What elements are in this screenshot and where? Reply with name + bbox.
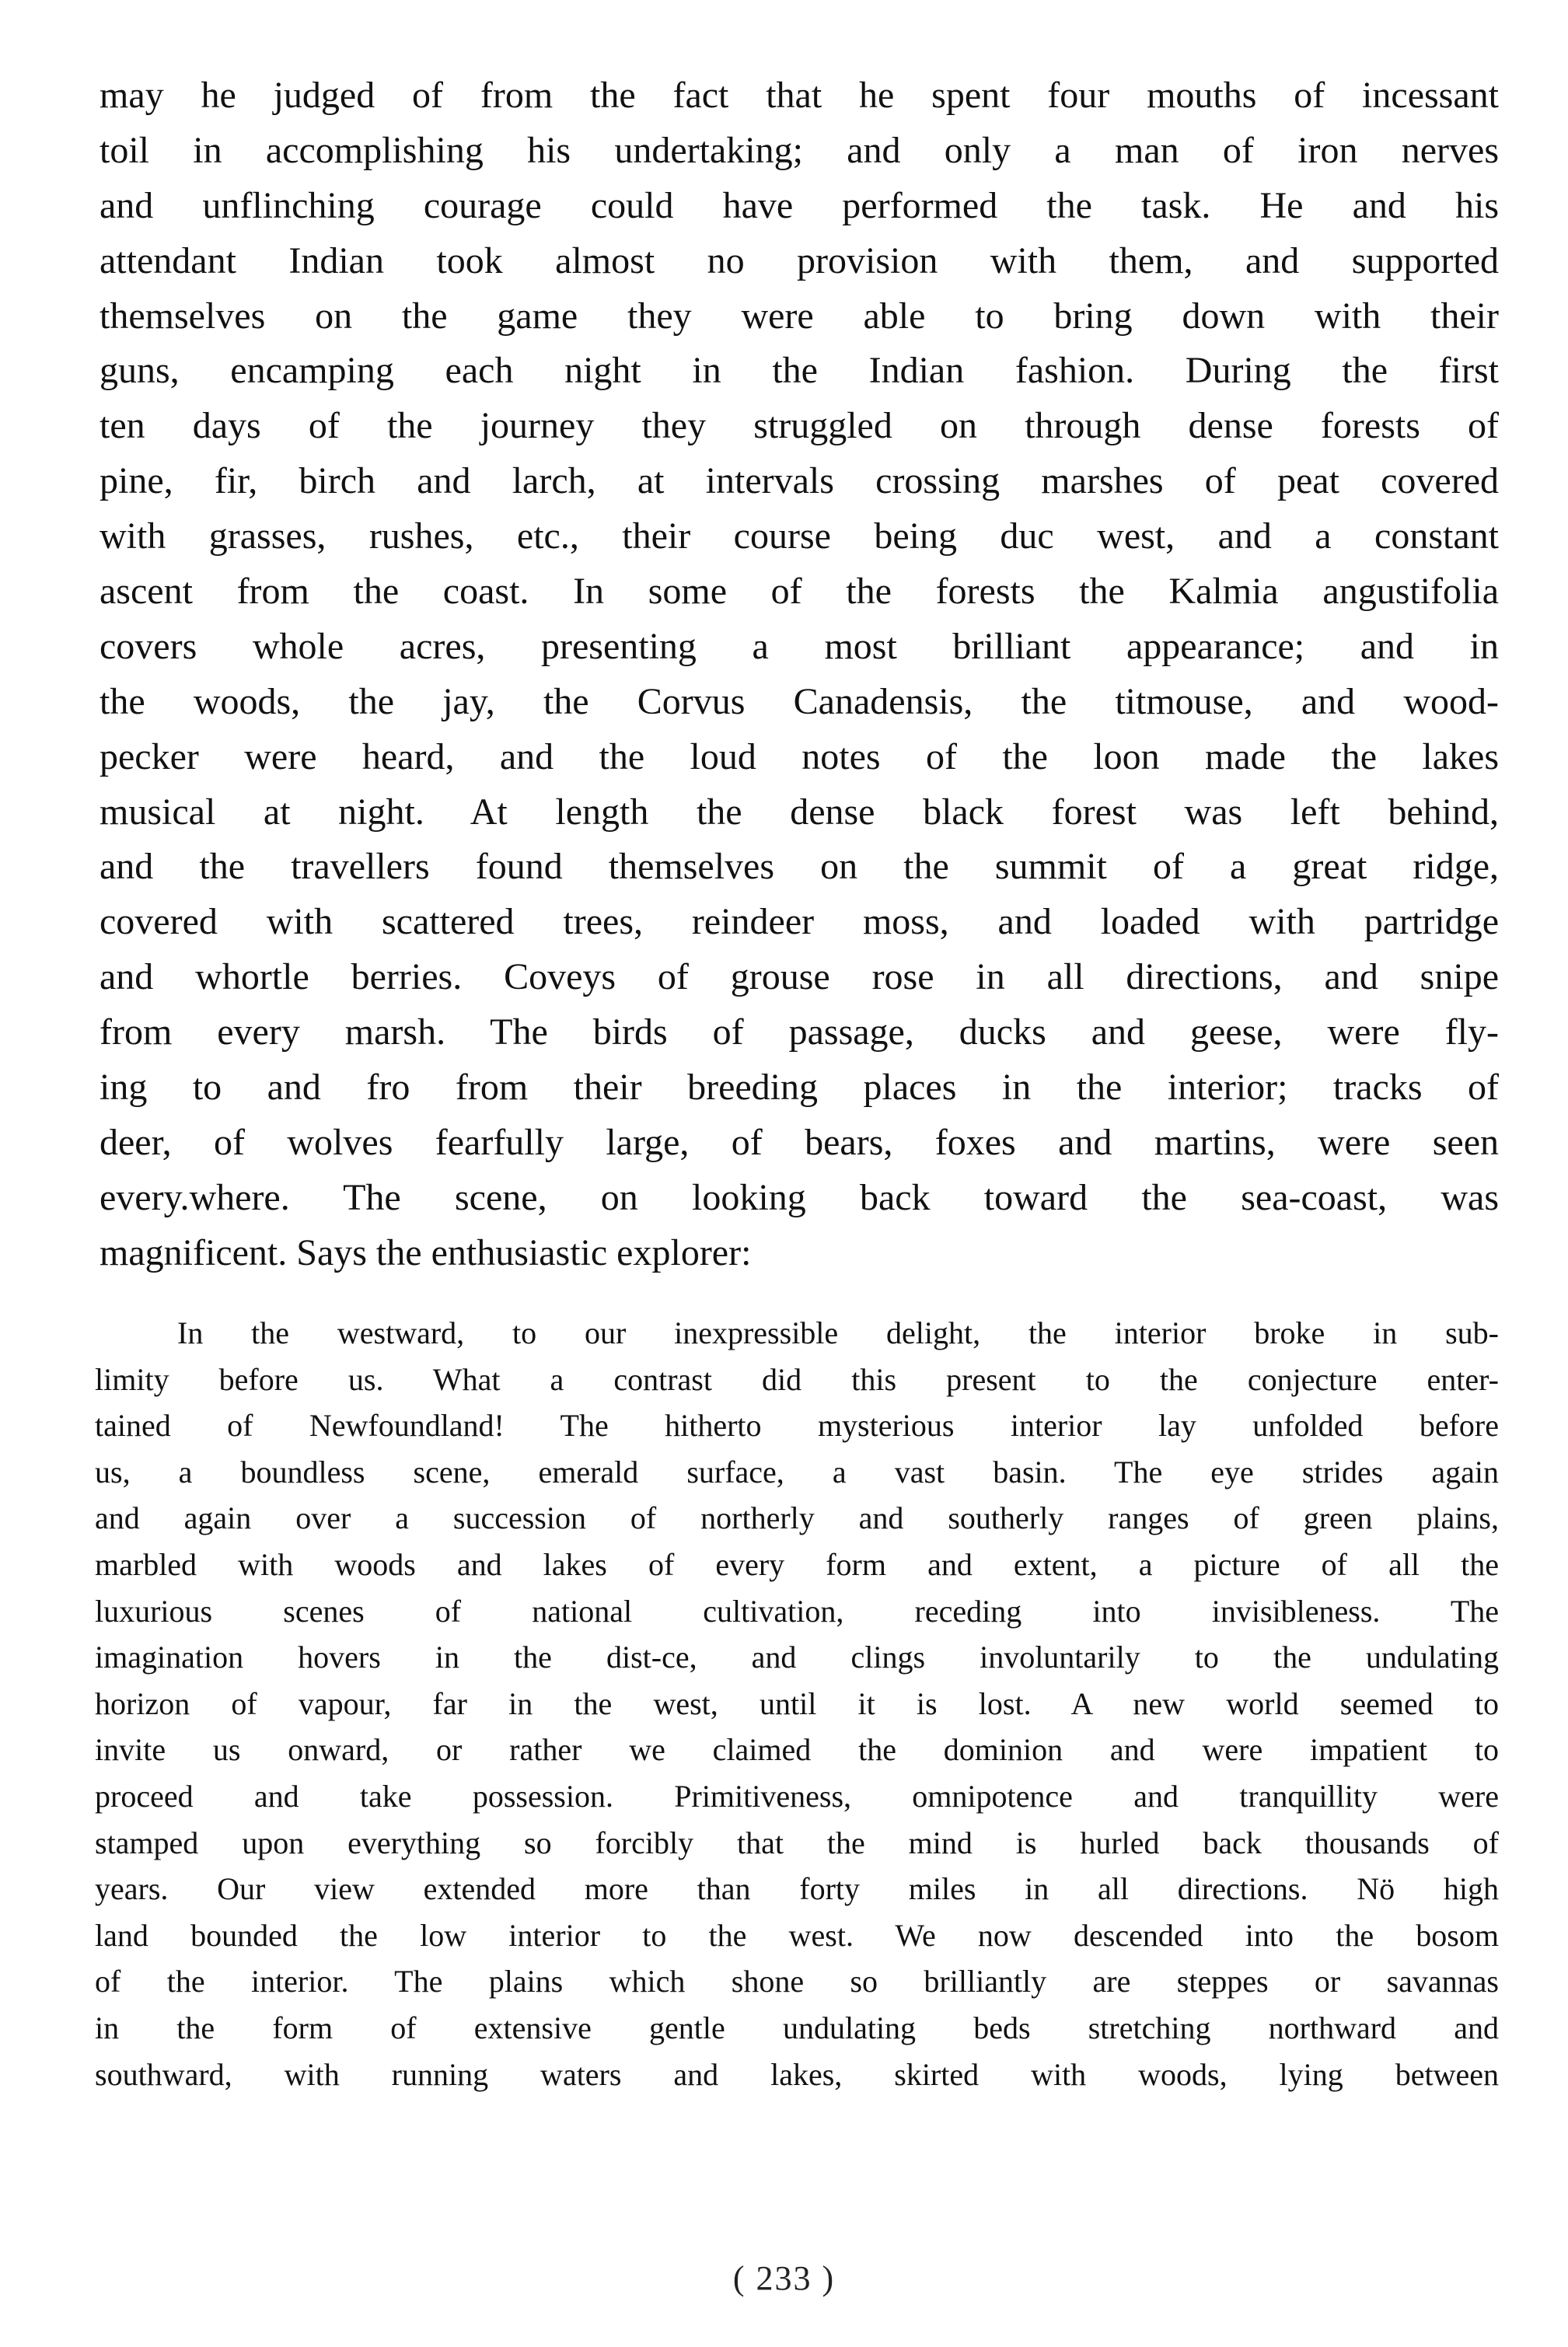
body-line: deer, of wolves fearfully large, of bears, foxes and martins, were seen bbox=[100, 1121, 1499, 1163]
quote-line: southward, with running waters and lakes, skirted with woods, lying between bbox=[95, 2056, 1499, 2092]
quote-line: us, a boundless scene, emerald surface, a vast basin. The eye strides again bbox=[95, 1454, 1499, 1490]
quote-line: marbled with woods and lakes of every form and extent, a picture of all the bbox=[95, 1546, 1499, 1582]
body-line: pine, fir, birch and larch, at intervals crossing marshes of peat covered bbox=[100, 460, 1499, 502]
quote-line: tained of Newfoundland! The hitherto mysterious interior lay unfolded before bbox=[95, 1408, 1499, 1444]
quote-line: years. Our view extended more than forty miles in all directions. Nö high bbox=[95, 1871, 1499, 1907]
quote-line: land bounded the low interior to the west. We now descended into the bosom bbox=[95, 1917, 1499, 1953]
body-line: every.where. The scene, on looking back toward the sea-coast, was bbox=[100, 1176, 1499, 1218]
page-number: ( 233 ) bbox=[732, 2259, 836, 2297]
body-line: the woods, the jay, the Corvus Canadensis, the titmouse, and wood- bbox=[100, 680, 1499, 722]
body-line: and the travellers found themselves on the summit of a great ridge, bbox=[100, 846, 1499, 888]
body-line: and whortle berries. Coveys of grouse rose in all directions, and snipe bbox=[100, 956, 1499, 998]
body-line: covered with scattered trees, reindeer moss, and loaded with partridge bbox=[100, 901, 1499, 943]
quote-line: In the westward, to our inexpressible delight, the interior broke in sub- bbox=[177, 1315, 1499, 1350]
quote-line: luxurious scenes of national cultivation, receding into invisibleness. The bbox=[95, 1593, 1499, 1629]
body-line: covers whole acres, presenting a most brilliant appearance; and in bbox=[100, 625, 1499, 667]
body-line: and unflinching courage could have performed the task. He and his bbox=[100, 184, 1499, 226]
quote-line: horizon of vapour, far in the west, until it is lost. A new world seemed to bbox=[95, 1685, 1499, 1721]
quote-line: imagination hovers in the dist-ce, and clings involuntarily to the undulating bbox=[95, 1640, 1499, 1675]
body-line: may he judged of from the fact that he spent four mouths of incessant bbox=[100, 75, 1499, 116]
quote-line: proceed and take possession. Primitiveness, omnipotence and tranquillity were bbox=[95, 1778, 1499, 1814]
quote-line: invite us onward, or rather we claimed the dominion and were impatient to bbox=[95, 1732, 1499, 1768]
body-line: from every marsh. The birds of passage, ducks and geese, were fly- bbox=[100, 1011, 1499, 1053]
body-line: toil in accomplishing his undertaking; and only a man of iron nerves bbox=[100, 129, 1499, 171]
body-line: guns, encamping each night in the Indian fashion. During the first bbox=[100, 350, 1499, 392]
body-line: ten days of the journey they struggled on through dense forests of bbox=[100, 405, 1499, 447]
quote-line: and again over a succession of northerly and southerly ranges of green plains, bbox=[95, 1500, 1499, 1536]
body-line: magnificent. Says the enthusiastic explorer: bbox=[100, 1231, 752, 1273]
body-line: attendant Indian took almost no provision with them, and supported bbox=[100, 239, 1499, 281]
quote-line: stamped upon everything so forcibly that the mind is hurled back thousands of bbox=[95, 1825, 1499, 1860]
body-line: themselves on the game they were able to bring down with their bbox=[100, 295, 1499, 337]
body-line: ing to and fro from their breeding places in the interior; tracks of bbox=[100, 1067, 1499, 1109]
main-paragraph bbox=[100, 68, 1499, 1281]
body-line: musical at night. At length the dense black forest was left behind, bbox=[100, 791, 1499, 833]
quote-line: limity before us. What a contrast did this present to the conjecture enter- bbox=[95, 1361, 1499, 1397]
body-line: pecker were heard, and the loud notes of the loon made the lakes bbox=[100, 735, 1499, 777]
quote-line: of the interior. The plains which shone so brilliantly are steppes or savannas bbox=[95, 1964, 1499, 1999]
body-line: ascent from the coast. In some of the forests the Kalmia angustifolia bbox=[100, 571, 1499, 613]
block-quote bbox=[95, 1310, 1499, 2097]
quote-line: in the form of extensive gentle undulating beds stretching northward and bbox=[95, 2010, 1499, 2045]
body-line: with grasses, rushes, etc., their course being duc west, and a constant bbox=[100, 515, 1499, 557]
